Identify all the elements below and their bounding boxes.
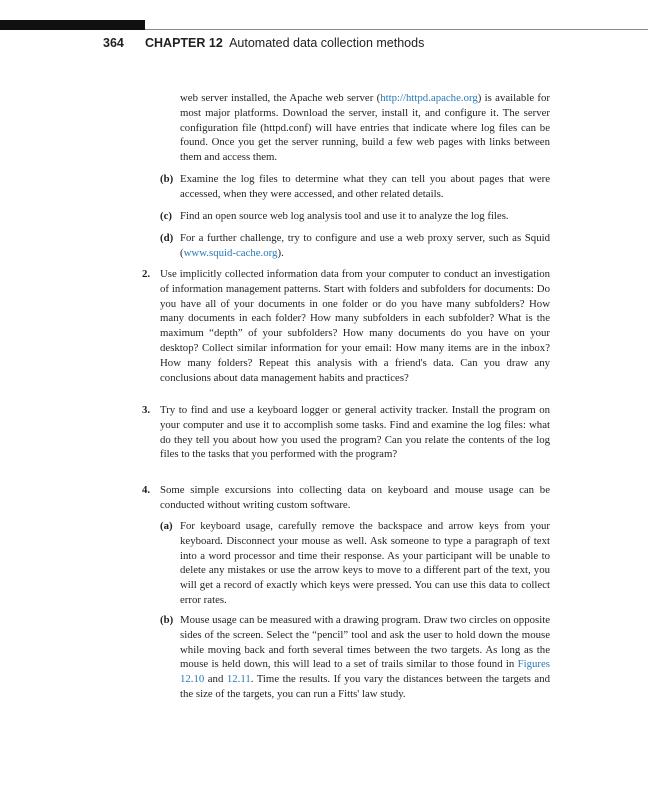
subitem-text: Find an open source web log analysis tool and use it to analyze the log files. <box>180 210 509 222</box>
intro-text-2: ) is available for most major platforms. Download the server, install it, and configure it. The server configuration file (httpd.conf) will have entries that indicate where log files can be found. Once you get the server running, build a few web pages with links between them and access them. <box>180 92 551 164</box>
exercise-text: Use implicitly collected information data from your computer to conduct an investigation of information management patterns. Start with folders and subfolders for documents: Do you have all of your documents in one folder or do you have many subfolders? How many documents in each folder? How many subfolders in each subfolder? What is the maximum “depth” of your subfolders? How many documents do you have on your desktop? Collect similar information for your email: How many items are in the inbox? How many folders? Repeat this analysis with a friend's data. Can you draw any conclusions about data management habits and practices? <box>160 268 550 384</box>
exercise-text: Some simple excursions into collecting data on keyboard and mouse usage can be conducted without writing custom software. <box>160 484 550 511</box>
chapter-label: CHAPTER 12 <box>145 36 223 50</box>
b-text-2: . Time the results. If you vary the distances between the targets and the size of the targets, you can run a Fitts' law study. <box>180 673 550 700</box>
subitem-b <box>160 172 550 202</box>
exercise-2 <box>142 267 550 385</box>
subitem-c <box>160 209 550 224</box>
subitem-label: (a) <box>160 520 173 532</box>
apache-link[interactable]: http://httpd.apache.org <box>380 92 478 104</box>
b-text-and: and <box>204 673 227 686</box>
subitem-b-mouse <box>160 613 550 702</box>
d-text-1: For a further challenge, try to configure and use a web proxy server, such as Squid ( <box>180 232 550 259</box>
chapter-heading <box>145 36 424 50</box>
subitem-text <box>180 613 550 702</box>
d-text-2: ). <box>277 246 284 259</box>
exercise-number: 2. <box>142 268 151 280</box>
subitem-text: Examine the log files to determine what they can tell you about pages that were accessed, when they were accessed, and other related details. <box>180 173 550 200</box>
subitem-label: (c) <box>160 210 172 222</box>
exercise-4 <box>142 483 550 513</box>
exercise-number: 3. <box>142 404 151 416</box>
header-black-bar <box>0 20 145 30</box>
page-number: 364 <box>103 36 124 50</box>
subitem-label: (b) <box>160 173 174 185</box>
subitem-d <box>160 231 550 261</box>
figures-link[interactable]: Figures 12.10 <box>180 658 550 686</box>
subitem-label: (d) <box>160 232 174 244</box>
intro-text-1: web server installed, the Apache web server ( <box>180 92 381 104</box>
subitem-a <box>160 519 550 608</box>
subitem-label: (b) <box>160 614 174 626</box>
continued-paragraph <box>180 91 550 165</box>
squid-link[interactable]: www.squid-cache.org <box>183 246 278 259</box>
b-text-1: Mouse usage can be measured with a drawing program. Draw two circles on opposite sides of the screen. Select the “pencil” tool and ask the user to hold down the mouse while moving back and forth several times between the two targets. As long as the mouse is held down, this will lead to a set of trails similar to those found in <box>180 614 550 671</box>
exercise-text: Try to find and use a keyboard logger or general activity tracker. Install the program on your computer and use it to accomplish some tasks. Find and examine the log files: what do they tell you about how you used the program? Can you relate the contents of the log files to the tasks that you performed with the program? <box>160 404 550 461</box>
running-header <box>0 36 648 52</box>
subitem-text <box>180 231 550 261</box>
exercise-3 <box>142 403 550 462</box>
figure-link[interactable]: 12.11 <box>226 673 251 686</box>
exercise-number: 4. <box>142 484 151 496</box>
chapter-title: Automated data collection methods <box>229 36 425 50</box>
subitem-text: For keyboard usage, carefully remove the backspace and arrow keys from your keyboard. Disconnect your mouse as well. Ask someone to type a paragraph of text into a word processor and time their response. As your participant will be unable to delete any mistakes or use the arrow keys to move to a different part of the text, you will get a record of exactly which keys were pressed. You can use this data to collect error rates. <box>180 520 550 606</box>
header-rule <box>145 29 648 30</box>
